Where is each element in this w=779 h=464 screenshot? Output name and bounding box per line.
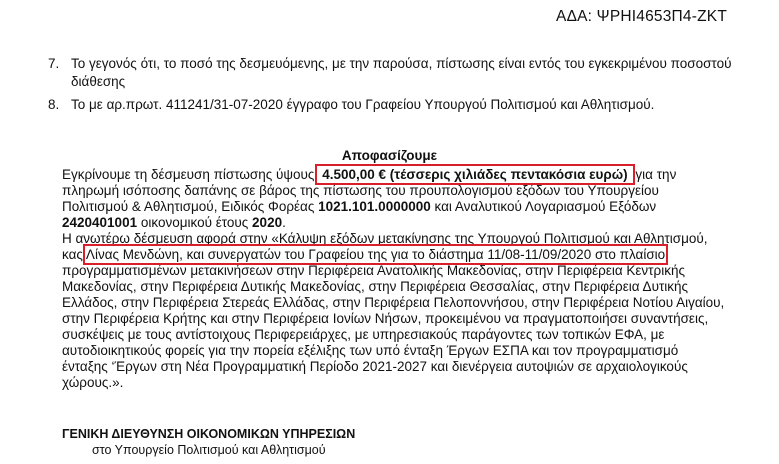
list-item [48, 96, 655, 114]
ada-code: ΑΔΑ: ΨΡΗΙ4653Π4-ΖΚΤ [556, 8, 727, 25]
fiscal-year: 2020 [252, 215, 283, 230]
fund-code: 1021.101.0000000 [318, 199, 431, 214]
signature-subtitle: στο Υπουργείο Πολιτισμού και Αθλητισμού [92, 443, 326, 457]
signature-title: ΓΕΝΙΚΗ ΔΙΕΥΘΥΝΣΗ ΟΙΚΟΝΟΜΙΚΩΝ ΥΠΗΡΕΣΙΩΝ [62, 427, 356, 441]
decision-paragraph-2: Η ανωτέρω δέσμευση αφορά στην «Κάλυψη εξόδων μετακίνησης της Υπουργού Πολιτισμού και Αθλητισμού, κας Λίνας Μενδώνη, και συνεργατών του Γραφείου της για το διάστημα 11/08-11/09/2020 στο πλαίσιο προγραμματισμένων μετακινήσεων στην Περιφέρεια Ανατολικής Μακεδονίας, στην Περιφέρεια Κεντρικής Μακεδονίας, στην Περιφέρεια Δυτικής Μακεδονίας, στην Περιφέρεια Θεσσαλίας, στην Περιφέρεια Δυτικής Ελλάδος, στην Περιφέρεια Στερεάς Ελλάδας, στην Περιφέρεια Πελοποννήσου, στην Περιφέρεια Νοτίου Αιγαίου, στην Περιφέρεια Κρήτης και στην Περιφέρεια Ιονίων Νήσων, προκειμένου να πραγματοποιήσει συναντήσεις, συσκέψεις με τους αντίστοιχους Περιφερειάρχες, με υπηρεσιακούς παράγοντες των τοπικών ΕΦΑ, με αυτοδιοικητικούς φορείς για την πορεία εξέλιξης των υπό ένταξη Έργων ΕΣΠΑ και τον προγραμματισμό ένταξης ‘Έργων στη Νέα Προγραμματική Περίοδο 2021-2027 και διενέργεια αυτοψιών σε αρχαιολογικούς χώρους.». [62, 231, 725, 390]
account-code: 2420401001 [62, 215, 138, 230]
item-text: Το με αρ.πρωτ. 411241/31-07-2020 έγγραφο του Γραφείου Υπουργού Πολιτισμού και Αθλητισμού. [71, 97, 655, 112]
decision-heading: Αποφασίζουμε [341, 148, 438, 163]
list-item [48, 55, 732, 89]
item-number: 7. [48, 56, 60, 71]
decision-paragraph-1: Εγκρίνουμε τη δέσμευση πίστωσης ύψους 4.500,00 € (τέσσερις χιλιάδες πεντακόσια ευρώ) για την πληρωμή ισόποσης δαπάνης σε βάρος της πίστωσης του προυπολογισμού εξόδων του Υπουργείου Πολιτισμού & Αθλητισμού, Ειδικός Φορέας 1021.101.0000000 και Αναλυτικού Λογαριασμού Εξόδων 2420401001 οικονομικού έτους 2020. [62, 167, 677, 230]
item-number: 8. [48, 97, 60, 112]
highlighted-period: Λίνας Μενδώνη, και συνεργατών του Γραφείου της για το διάστημα 11/08-11/09/2020 στο πλαίσιο [85, 247, 666, 262]
highlighted-amount: 4.500,00 € (τέσσερις χιλιάδες πεντακόσια ευρώ) [318, 167, 631, 182]
decision-body [62, 167, 727, 391]
item-text: Το γεγονός ότι, το ποσό της δεσμευόμενης, με την παρούσα, πίστωσης είναι εντός του εγκεκριμένου ποσοστού διάθεσης [71, 56, 732, 89]
